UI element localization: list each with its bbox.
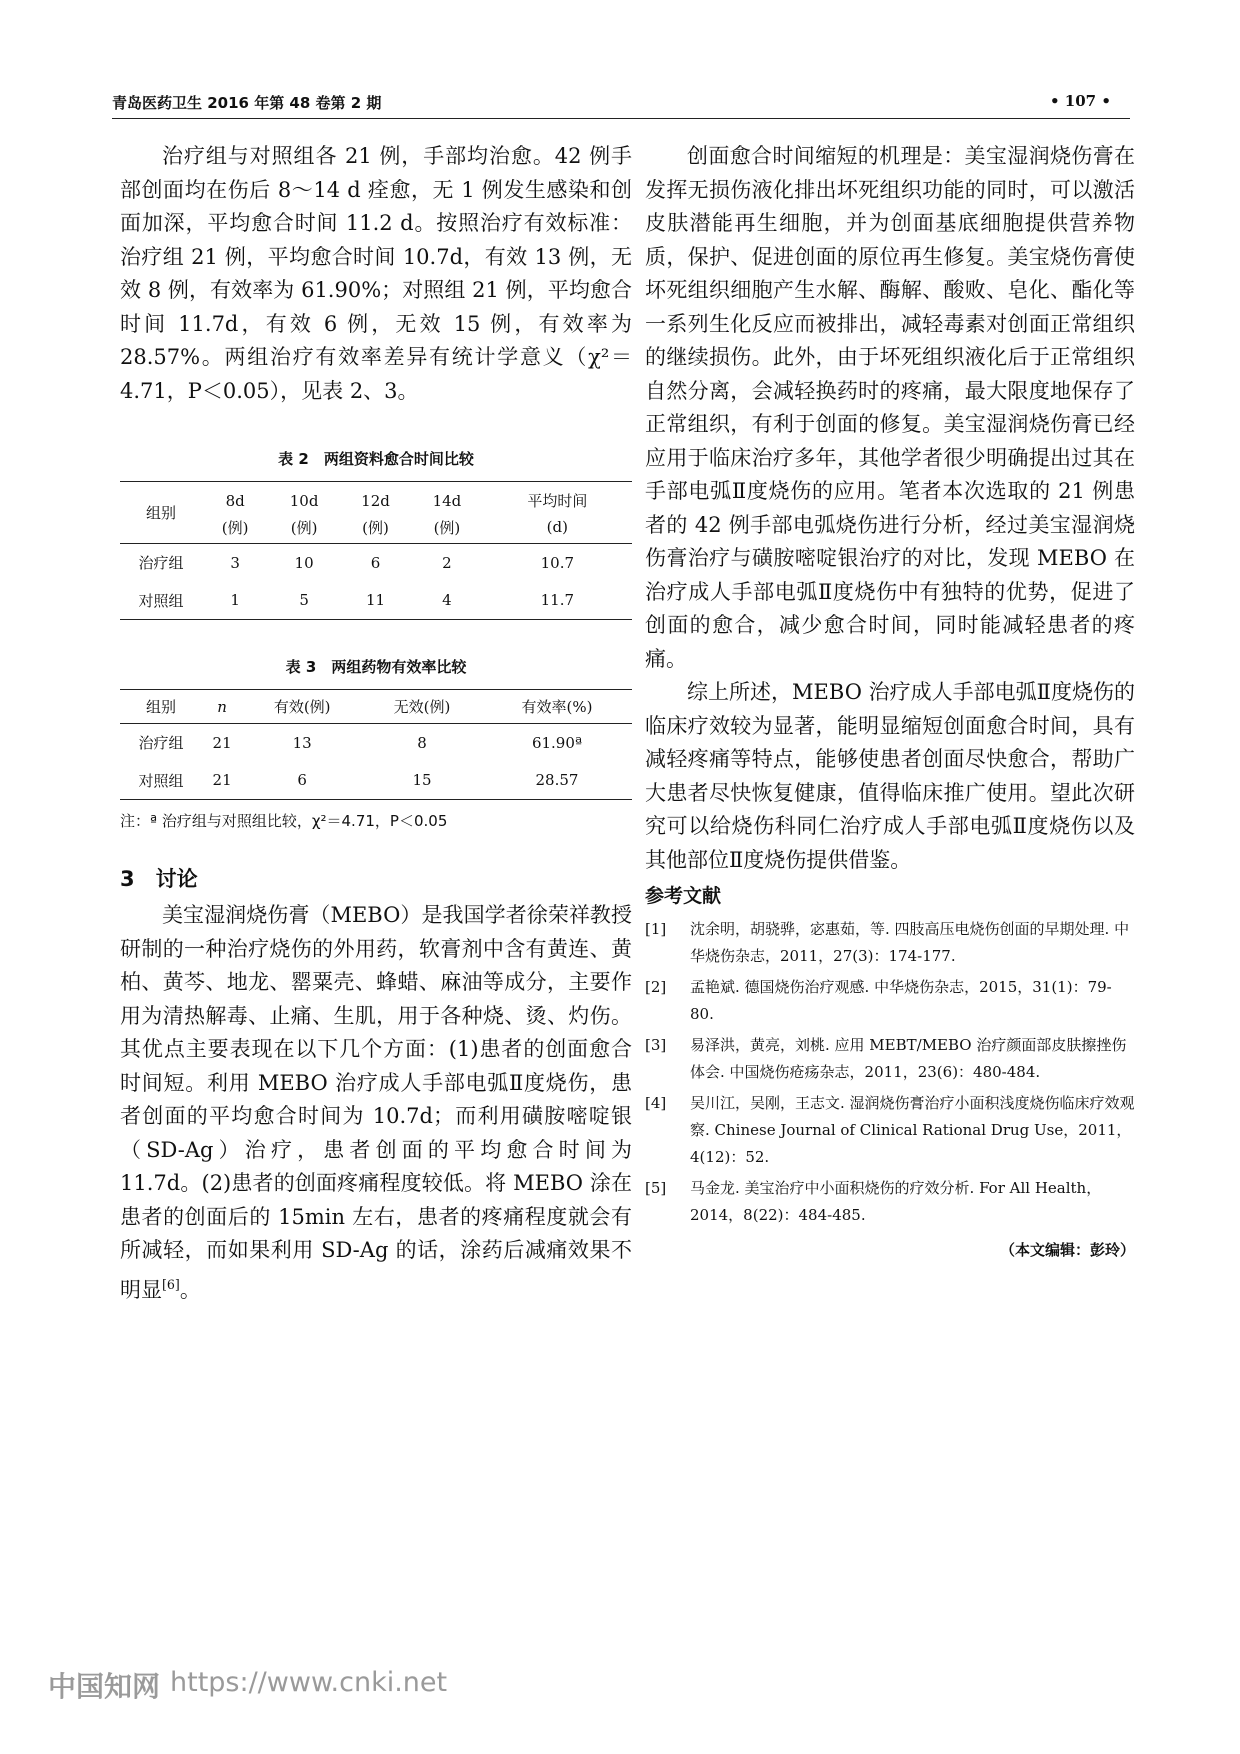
ref-text: 易泽洪，黄亮，刘桃. 应用 MEBT/MEBO 治疗颜面部皮肤擦挫伤体会. 中国烧伤疮疡杂志，2011，23(6)：480-484.: [690, 1036, 1127, 1081]
table-row: [120, 724, 632, 762]
journal-header: 青岛医药卫生 2016 年第 48 卷第 2 期: [112, 94, 382, 112]
table3-row-group: 治疗组: [138, 734, 184, 753]
table2-col-14d: 14d: [411, 482, 482, 512]
header-rule: [112, 118, 1130, 119]
table3-header-effective: 有效(例): [242, 690, 362, 724]
cnki-logo: 中国知网: [48, 1670, 161, 1703]
table-row: [120, 762, 632, 800]
page-number: • 107 •: [1050, 92, 1111, 110]
citation: [6]: [162, 1276, 180, 1292]
table3-cell: 13: [292, 733, 312, 752]
ref-text: 沈余明，胡骁骅，宓惠茹，等. 四肢高压电烧伤创面的早期处理. 中华烧伤杂志，2011，27(3)：174-177.: [690, 920, 1130, 965]
editor-credit: （本文编辑：彭玲）: [999, 1241, 1135, 1259]
list-item: [645, 1032, 1135, 1086]
table3-caption: 表 3 两组药物有效率比较: [285, 658, 467, 676]
table3-header-n: n: [202, 690, 242, 724]
ref-number: [5]: [645, 1179, 667, 1197]
list-item: [645, 916, 1135, 970]
table3-cell: 28.57: [482, 762, 632, 800]
table2-col-10d: 10d: [268, 482, 339, 512]
table2-cell: 10: [294, 553, 314, 572]
discussion-end: 。: [179, 1277, 201, 1302]
ref-number: [3]: [645, 1036, 667, 1054]
table2-col-12d: 12d: [340, 482, 411, 512]
ref-number: [1]: [645, 920, 667, 938]
table3-header-ineffective: 无效(例): [362, 690, 482, 724]
table3-cell: 21: [212, 733, 232, 752]
results-paragraph: 治疗组与对照组各 21 例，手部均治愈。42 例手部创面均在伤后 8～14 d 痊愈，无 1 例发生感染和创面加深，平均愈合时间 11.2 d。按照治疗有效标准：治疗组 21 例，平均愈合时间 10.7d，有效 13 例，无效 8 例，有效率为 61.90%；对照组 21 例，平均愈合时间 11.7d，有效 6 例，无效 15 例，有效率为 28.57%。两组治疗有效率差异有统计学意义（χ²＝4.71，P＜0.05），见表 2、3。: [120, 144, 632, 403]
ref-text: 吴川江，吴刚，王志文. 湿润烧伤膏治疗小面积浅度烧伤临床疗效观察. Chinese Journal of Clinical Rational Drug Use，2011，4(12)：52.: [690, 1094, 1135, 1166]
table3-header-rate: 有效率(%): [482, 690, 632, 724]
table3-cell: 8: [417, 733, 427, 752]
table-row: [120, 544, 632, 582]
table2-cell: 5: [268, 582, 339, 620]
table2-col-14d-unit: (例): [411, 512, 482, 544]
references-title: 参考文献: [645, 885, 722, 907]
table3-row-group: 对照组: [120, 762, 202, 800]
left-column: [120, 140, 632, 1307]
table2-col-12d-unit: (例): [340, 512, 411, 544]
table2-caption: 表 2 两组资料愈合时间比较: [278, 450, 474, 468]
table3-header-group: 组别: [120, 690, 202, 724]
table3-cell: 15: [362, 762, 482, 800]
table2-cell: 6: [370, 553, 381, 572]
cnki-url[interactable]: https://www.cnki.net: [170, 1667, 448, 1698]
table2-cell: 3: [230, 553, 240, 572]
table2-cell: 10.7: [540, 553, 575, 572]
table2-cell: 1: [202, 582, 268, 620]
table2-col-8d: 8d: [202, 482, 268, 512]
table2-header-group: 组别: [120, 482, 202, 544]
discussion-text: 美宝湿润烧伤膏（MEBO）是我国学者徐荣祥教授研制的一种治疗烧伤的外用药，软膏剂中含有黄连、黄柏、黄芩、地龙、罂粟壳、蜂蜡、麻油等成分，主要作用为清热解毒、止痛、生肌，用于各种烧、烫、灼伤。其优点主要表现在以下几个方面：(1)患者的创面愈合时间短。利用 MEBO 治疗成人手部电弧Ⅱ度烧伤，患者创面的平均愈合时间为 10.7d；而利用磺胺嘧啶银（SD-Ag）治疗，患者创面的平均愈合时间为 11.7d。(2)患者的创面疼痛程度较低。将 MEBO 涂在患者的创面后的 15min 左右，患者的疼痛程度就会有所减轻，而如果利用 SD-Ag 的话，涂药后减痛效果不明显: [120, 903, 632, 1302]
table2-col-8d-unit: (例): [202, 512, 268, 544]
conclusion-paragraph: 综上所述，MEBO 治疗成人手部电弧Ⅱ度烧伤的临床疗效较为显著，能明显缩短创面愈合时间，具有减轻疼痛等特点，能够使患者创面尽快愈合，帮助广大患者尽快恢复健康，值得临床推广使用。望此次研究可以给烧伤科同仁治疗成人手部电弧Ⅱ度烧伤以及其他部位Ⅱ度烧伤提供借鉴。: [645, 680, 1135, 872]
reference-list: [645, 916, 1135, 1229]
table2-col-avg-unit: (d): [483, 512, 632, 544]
ref-text: 马金龙. 美宝治疗中小面积烧伤的疗效分析. For All Health，2014，8(22)：484-485.: [690, 1179, 1102, 1224]
table2-col-avg: 平均时间: [483, 482, 632, 512]
table3-note: 注：ª 治疗组与对照组比较，χ²＝4.71，P＜0.05: [120, 812, 448, 830]
list-item: [645, 974, 1135, 1028]
table3: [120, 689, 632, 800]
list-item: [645, 1175, 1135, 1229]
table2-cell: 11.7: [483, 582, 632, 620]
table3-cell: 61.90ª: [531, 733, 583, 752]
table2-cell: 11: [340, 582, 411, 620]
section-title: 3 讨论: [120, 867, 198, 891]
table3-cell: 21: [202, 762, 242, 800]
table2-row-group: 治疗组: [138, 554, 184, 573]
table2-cell: 4: [411, 582, 482, 620]
ref-text: 孟艳斌. 德国烧伤治疗观感. 中华烧伤杂志，2015，31(1)：79-80.: [690, 978, 1112, 1023]
table2-col-10d-unit: (例): [268, 512, 339, 544]
table2: [120, 481, 632, 620]
mechanism-paragraph: 创面愈合时间缩短的机理是：美宝湿润烧伤膏在发挥无损伤液化排出坏死组织功能的同时，可以激活皮肤潜能再生细胞，并为创面基底细胞提供营养物质，保护、促进创面的原位再生修复。美宝烧伤膏使坏死组织细胞产生水解、酶解、酸败、皂化、酯化等一系列生化反应而被排出，减轻毒素对创面正常组织的继续损伤。此外，由于坏死组织液化后于正常组织自然分离，会减轻换药时的疼痛，最大限度地保存了正常组织，有利于创面的修复。美宝湿润烧伤膏已经应用于临床治疗多年，其他学者很少明确提出过其在手部电弧Ⅱ度烧伤的应用。笔者本次选取的 21 例患者的 42 例手部电弧烧伤进行分析，经过美宝湿润烧伤膏治疗与磺胺嘧啶银治疗的对比，发现 MEBO 在治疗成人手部电弧Ⅱ度烧伤中有独特的优势，促进了创面的愈合，减少愈合时间，同时能减轻患者的疼痛。: [645, 144, 1135, 671]
ref-number: [4]: [645, 1094, 667, 1112]
table3-cell: 6: [242, 762, 362, 800]
list-item: [645, 1090, 1135, 1171]
ref-number: [2]: [645, 978, 667, 996]
table2-row-group: 对照组: [120, 582, 202, 620]
table2-cell: 2: [442, 553, 452, 572]
right-column: [645, 140, 1135, 1260]
table-row: [120, 582, 632, 620]
discussion-paragraph: [120, 899, 632, 1307]
